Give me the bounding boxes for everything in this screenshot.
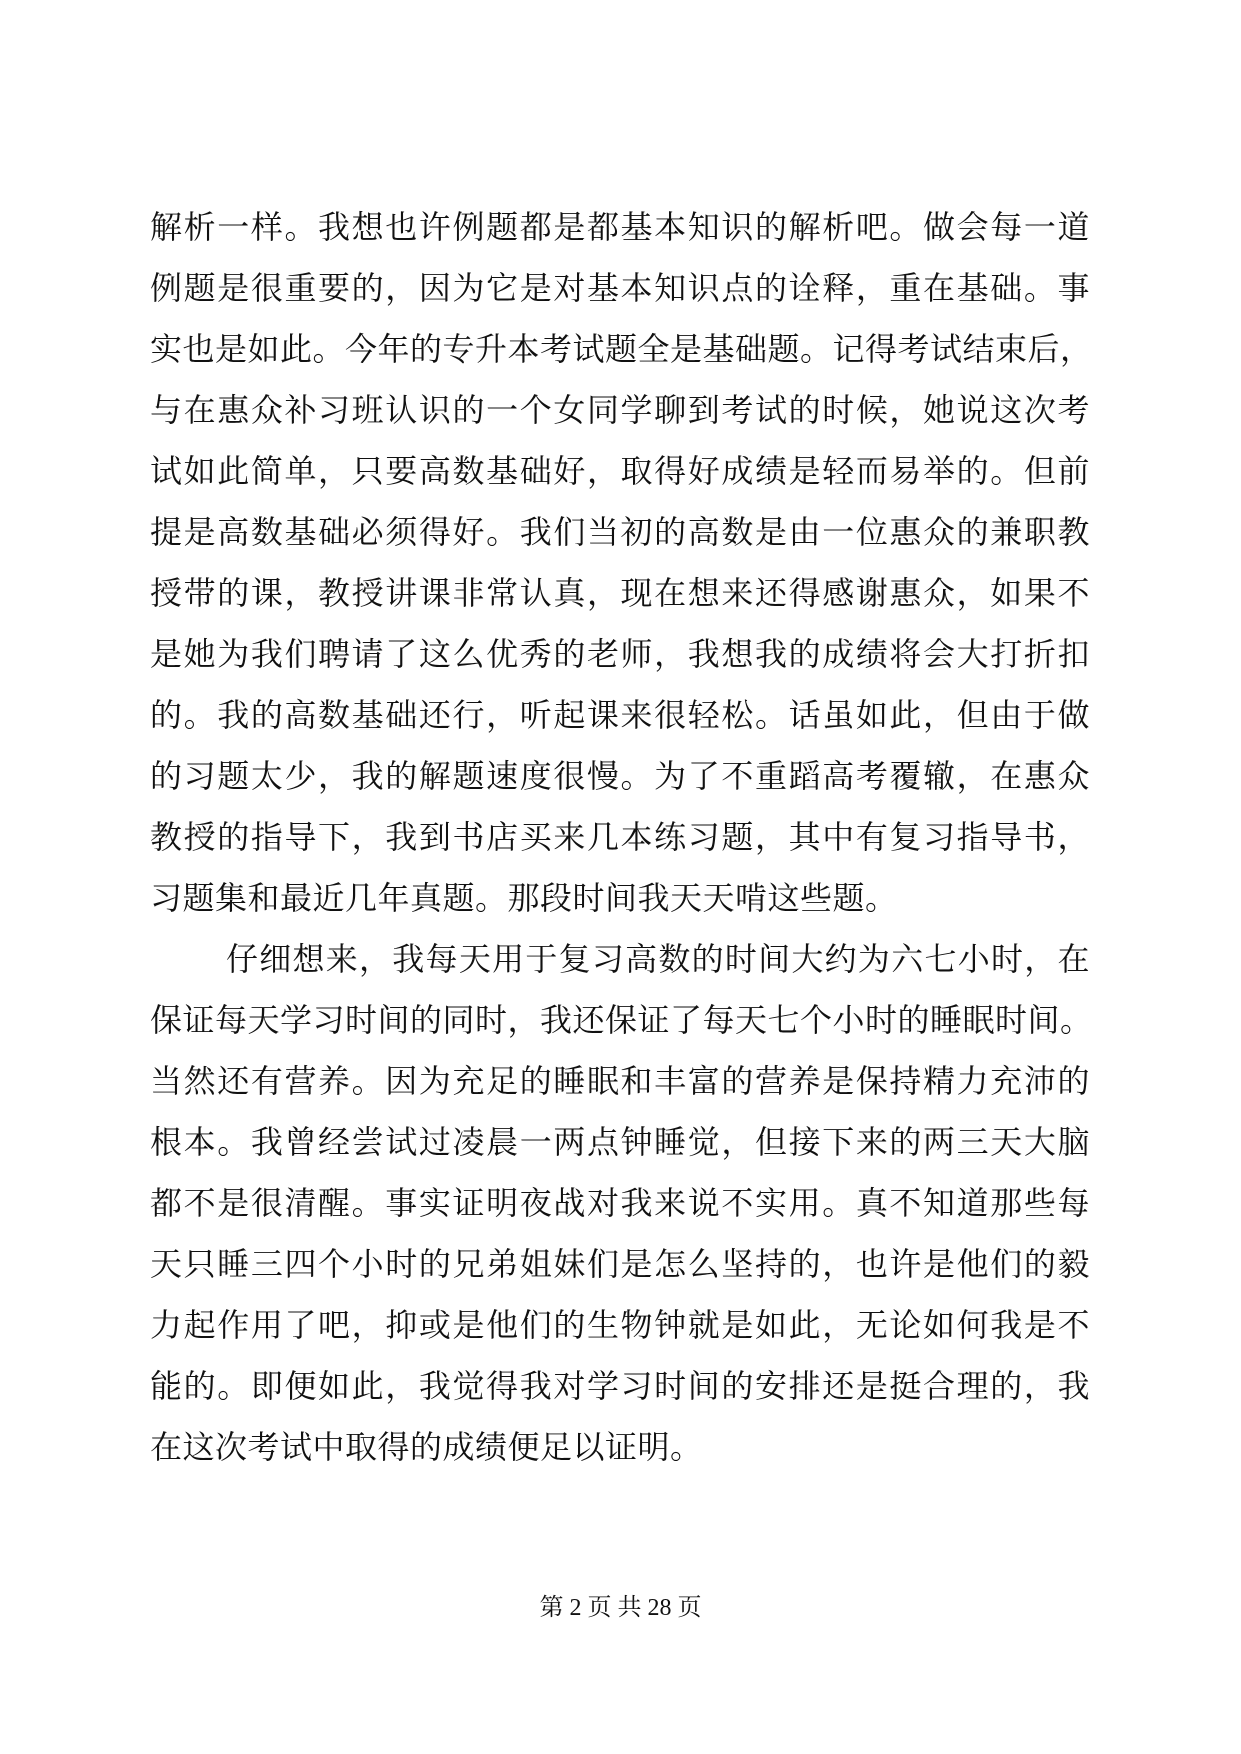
text-line: 能的。即便如此，我觉得我对学习时间的安排还是挺合理的，我 <box>150 1367 1090 1405</box>
text-line: 的习题太少，我的解题速度很慢。为了不重蹈高考覆辙，在惠众 <box>150 757 1090 795</box>
text-line: 习题集和最近几年真题。那段时间我天天啃这些题。 <box>150 879 898 917</box>
text-line: 仔细想来，我每天用于复习高数的时间大约为六七小时，在 <box>226 940 1090 978</box>
text-line: 力起作用了吧，抑或是他们的生物钟就是如此，无论如何我是不 <box>150 1306 1090 1344</box>
text-line: 天只睡三四个小时的兄弟姐妹们是怎么坚持的，也许是他们的毅 <box>150 1245 1090 1283</box>
body-text <box>150 197 1093 1478</box>
page-number-footer: 第 2 页 共 28 页 <box>539 1595 702 1621</box>
text-line: 例题是很重要的，因为它是对基本知识点的诠释，重在基础。事 <box>150 269 1090 307</box>
text-line: 根本。我曾经尝试过凌晨一两点钟睡觉，但接下来的两三天大脑 <box>150 1123 1090 1161</box>
text-line: 当然还有营养。因为充足的睡眠和丰富的营养是保持精力充沛的 <box>150 1062 1090 1100</box>
text-line: 授带的课，教授讲课非常认真，现在想来还得感谢惠众，如果不 <box>150 574 1090 612</box>
text-line: 解析一样。我想也许例题都是都基本知识的解析吧。做会每一道 <box>150 208 1090 246</box>
text-line: 提是高数基础必须得好。我们当初的高数是由一位惠众的兼职教 <box>150 513 1090 551</box>
text-line: 试如此简单，只要高数基础好，取得好成绩是轻而易举的。但前 <box>150 452 1090 490</box>
paragraph-2 <box>150 929 1093 1478</box>
text-line: 的。我的高数基础还行，听起课来很轻松。话虽如此，但由于做 <box>150 696 1090 734</box>
text-line: 与在惠众补习班认识的一个女同学聊到考试的时候，她说这次考 <box>150 391 1090 429</box>
text-line: 保证每天学习时间的同时，我还保证了每天七个小时的睡眠时间。 <box>150 1001 1093 1039</box>
text-line: 都不是很清醒。事实证明夜战对我来说不实用。真不知道那些每 <box>150 1184 1090 1222</box>
text-line: 在这次考试中取得的成绩便足以证明。 <box>150 1428 703 1466</box>
text-line: 教授的指导下，我到书店买来几本练习题，其中有复习指导书， <box>150 818 1090 856</box>
paragraph-1 <box>150 197 1093 929</box>
text-line: 实也是如此。今年的专升本考试题全是基础题。记得考试结束后， <box>150 330 1093 368</box>
text-line: 是她为我们聘请了这么优秀的老师，我想我的成绩将会大打折扣 <box>150 635 1090 673</box>
